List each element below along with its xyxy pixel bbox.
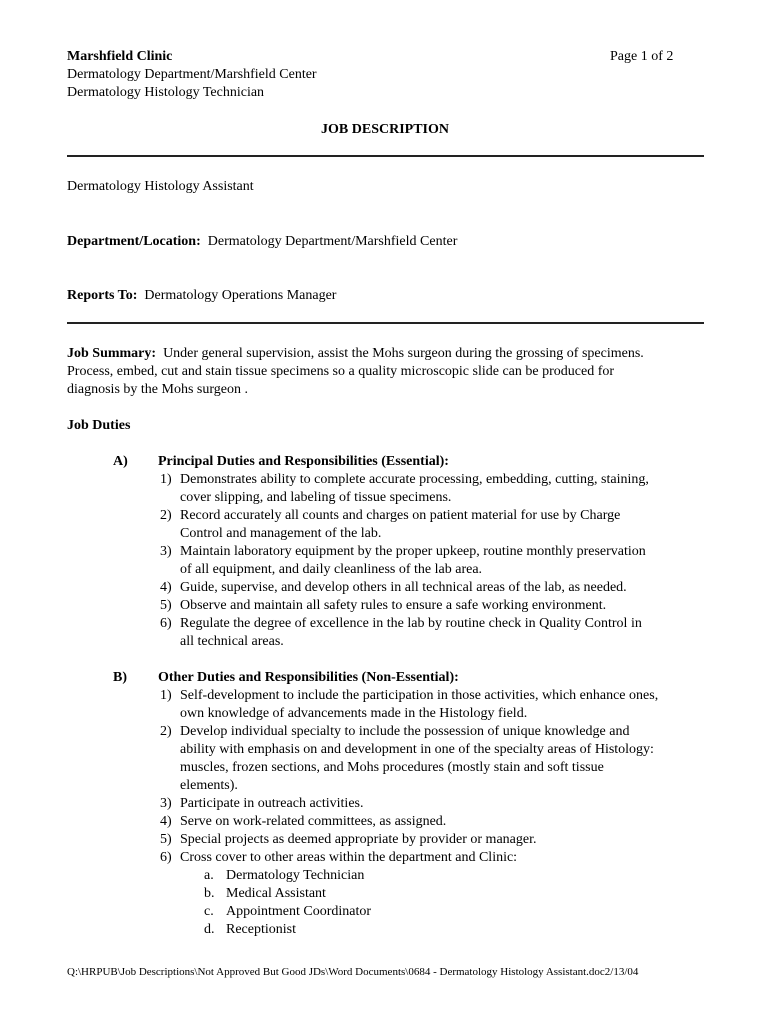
item-number: 1) [160, 688, 172, 703]
section-a-item-6 [160, 615, 700, 651]
item-number: 4) [160, 814, 172, 829]
item-line: Participate in outreach activities. [180, 796, 364, 811]
department-location-row [67, 233, 457, 251]
item-number: 6) [160, 616, 172, 631]
item-number: 5) [160, 832, 172, 847]
organization-name: Marshfield Clinic [67, 49, 173, 64]
section-b-item-6 [160, 849, 700, 867]
section-b-item-4 [160, 813, 700, 831]
item-line: Regulate the degree of excellence in the lab by routine check in Quality Control in [180, 616, 642, 631]
cross-cover-item-d [204, 921, 296, 939]
section-a-item-1 [160, 471, 700, 507]
item-line: Record accurately all counts and charges on patient material for use by Charge [180, 508, 621, 523]
subitem-text: Dermatology Technician [226, 868, 365, 883]
section-a-heading: Principal Duties and Responsibilities (Essential): [158, 454, 449, 469]
section-a-item-4 [160, 579, 700, 597]
position-line: Dermatology Histology Technician [67, 85, 265, 100]
item-number: 3) [160, 796, 172, 811]
subitem-text: Receptionist [226, 922, 296, 937]
reports-to-label: Reports To: [67, 288, 138, 303]
item-line: Maintain laboratory equipment by the proper upkeep, routine monthly preservation [180, 544, 646, 559]
divider-middle [67, 322, 704, 324]
job-summary-label: Job Summary: [67, 346, 157, 361]
section-b-item-5 [160, 831, 700, 849]
subitem-letter: a. [204, 868, 214, 883]
subitem-letter: c. [204, 904, 214, 919]
item-line: all technical areas. [180, 634, 284, 649]
item-line: Special projects as deemed appropriate by provider or manager. [180, 832, 537, 847]
section-b-item-3 [160, 795, 700, 813]
page-number: Page 1 of 2 [610, 49, 674, 64]
item-line: cover slipping, and labeling of tissue specimens. [180, 490, 452, 505]
item-number: 4) [160, 580, 172, 595]
job-duties-heading: Job Duties [67, 418, 131, 433]
job-title: Dermatology Histology Assistant [67, 179, 254, 194]
department-line: Dermatology Department/Marshfield Center [67, 67, 317, 82]
job-summary-line-1 [67, 345, 644, 363]
section-b-item-2 [160, 723, 700, 795]
department-location-label: Department/Location: [67, 234, 201, 249]
department-location-value: Dermatology Department/Marshfield Center [207, 234, 458, 249]
cross-cover-item-a [204, 867, 365, 885]
subitem-letter: b. [204, 886, 215, 901]
item-line: own knowledge of advancements made in the Histology field. [180, 706, 528, 721]
cross-cover-item-b [204, 885, 326, 903]
item-line: ability with emphasis on and development in one of the specialty areas of Histology: [180, 742, 654, 757]
section-b-heading: Other Duties and Responsibilities (Non-Essential): [158, 670, 459, 685]
item-line: Observe and maintain all safety rules to ensure a safe working environment. [180, 598, 607, 613]
item-number: 3) [160, 544, 172, 559]
item-line: Serve on work-related committees, as assigned. [180, 814, 447, 829]
section-a-item-2 [160, 507, 700, 543]
subitem-text: Medical Assistant [226, 886, 326, 901]
job-summary-line-2: Process, embed, cut and stain tissue specimens so a quality microscopic slide can be produced for [67, 364, 615, 379]
document-title: JOB DESCRIPTION [321, 122, 449, 137]
reports-to-row [67, 287, 336, 305]
footer-file-path: Q:\HRPUB\Job Descriptions\Not Approved But Good JDs\Word Documents\0684 - Dermatology Histology Assistant.doc2/13/04 [67, 966, 639, 978]
section-a-letter: A) [113, 454, 128, 469]
section-b-item-1 [160, 687, 700, 723]
section-a-item-5 [160, 597, 700, 615]
subitem-text: Appointment Coordinator [226, 904, 372, 919]
job-summary-line-3: diagnosis by the Mohs surgeon . [67, 382, 248, 397]
item-line: Demonstrates ability to complete accurate processing, embedding, cutting, staining, [180, 472, 649, 487]
item-number: 2) [160, 508, 172, 523]
item-line: Control and management of the lab. [180, 526, 382, 541]
item-number: 1) [160, 472, 172, 487]
item-number: 2) [160, 724, 172, 739]
subitem-letter: d. [204, 922, 215, 937]
reports-to-value: Dermatology Operations Manager [144, 288, 337, 303]
section-a-item-3 [160, 543, 700, 579]
item-line: Cross cover to other areas within the department and Clinic: [180, 850, 518, 865]
item-line: Develop individual specialty to include the possession of unique knowledge and [180, 724, 630, 739]
divider-top [67, 155, 704, 157]
job-summary-text-1: Under general supervision, assist the Mohs surgeon during the grossing of specimens. [163, 346, 644, 361]
section-b-letter: B) [113, 670, 127, 685]
item-line: Self-development to include the participation in those activities, which enhance ones, [180, 688, 659, 703]
cross-cover-item-c [204, 903, 372, 921]
item-line: of all equipment, and daily cleanliness of the lab area. [180, 562, 483, 577]
item-line: Guide, supervise, and develop others in all technical areas of the lab, as needed. [180, 580, 627, 595]
item-number: 6) [160, 850, 172, 865]
item-line: elements). [180, 778, 238, 793]
item-line: muscles, frozen sections, and Mohs procedures (mostly stain and soft tissue [180, 760, 604, 775]
item-number: 5) [160, 598, 172, 613]
